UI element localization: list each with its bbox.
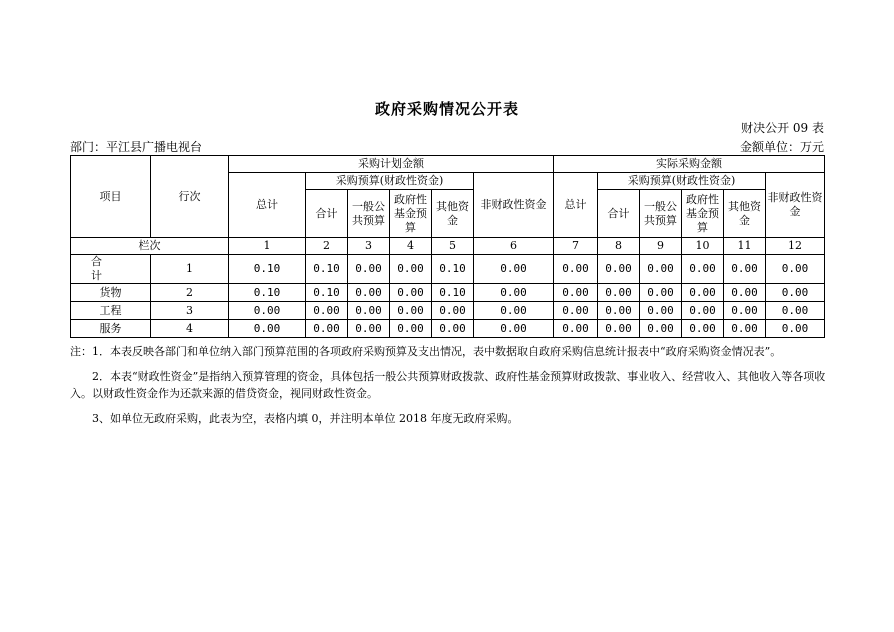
column-number: 8 [598,238,640,255]
amount-cell: 0.00 [432,302,474,320]
amount-cell: 0.00 [306,302,348,320]
column-number: 7 [554,238,598,255]
amount-cell: 0.00 [766,302,825,320]
amount-cell: 0.00 [724,284,766,302]
header-actual-sum: 合计 [598,190,640,238]
amount-cell: 0.00 [598,302,640,320]
table-row [71,284,825,302]
amount-cell: 0.00 [229,302,306,320]
column-number: 11 [724,238,766,255]
amount-cell: 0.00 [724,302,766,320]
amount-cell: 0.00 [474,284,554,302]
column-index-row [71,238,825,255]
header-item: 项目 [71,156,151,238]
amount-cell: 0.00 [474,255,554,284]
column-number: 4 [390,238,432,255]
amount-cell: 0.00 [724,320,766,338]
row-line-number: 4 [151,320,229,338]
amount-cell: 0.00 [432,320,474,338]
amount-cell: 0.10 [306,255,348,284]
amount-cell: 0.10 [229,255,306,284]
column-number: 12 [766,238,825,255]
header-planned-fund: 政府性基金预算 [390,190,432,238]
note-1: 注：1．本表反映各部门和单位纳入部门预算范围的各项政府采购预算及支出情况，表中数据取自政府采购信息统计报表中“政府采购资金情况表”。 [70,345,782,358]
header-actual-general: 一般公共预算 [640,190,682,238]
header-actual-budget: 采购预算(财政性资金) [598,173,766,190]
amount-cell: 0.10 [306,284,348,302]
department-label: 部门：平江县广播电视台 [70,140,203,154]
procurement-table [70,155,825,338]
amount-cell: 0.10 [229,284,306,302]
note-2: 2．本表“财政性资金”是指纳入预算管理的资金，具体包括一般公共预算财政拨款、政府性基金预算财政拨款、事业收入、经营收入、其他收入等各项收入。以财政性资金作为还款来源的借贷资金，视同财政性资金。 [70,370,826,400]
amount-cell: 0.00 [348,284,390,302]
header-planned-budget: 采购预算(财政性资金) [306,173,474,190]
table-row [71,255,825,284]
table-row [71,302,825,320]
header-planned-amount: 采购计划金额 [229,156,554,173]
row-line-number: 3 [151,302,229,320]
notes [70,343,830,435]
amount-cell: 0.00 [640,320,682,338]
amount-cell: 0.00 [390,255,432,284]
amount-cell: 0.00 [682,320,724,338]
amount-cell: 0.00 [390,284,432,302]
amount-cell: 0.00 [348,255,390,284]
header-actual-fund: 政府性基金预算 [682,190,724,238]
amount-cell: 0.00 [554,302,598,320]
column-number: 2 [306,238,348,255]
header-row-1 [71,156,825,173]
amount-cell: 0.00 [474,320,554,338]
header-planned-total: 总计 [229,173,306,238]
row-label: 工程 [71,302,151,320]
row-label: 合计 [71,255,151,284]
column-index-label: 栏次 [71,238,229,255]
amount-cell: 0.00 [682,255,724,284]
amount-cell: 0.00 [766,320,825,338]
row-line-number: 1 [151,255,229,284]
header-planned-general: 一般公共预算 [348,190,390,238]
amount-cell: 0.00 [640,284,682,302]
header-planned-non-fiscal: 非财政性资金 [474,173,554,238]
amount-cell: 0.00 [766,255,825,284]
amount-cell: 0.00 [348,320,390,338]
amount-cell: 0.00 [640,302,682,320]
amount-cell: 0.00 [724,255,766,284]
amount-cell: 0.10 [432,284,474,302]
amount-cell: 0.00 [554,284,598,302]
amount-cell: 0.00 [306,320,348,338]
header-row-no: 行次 [151,156,229,238]
column-number: 10 [682,238,724,255]
amount-cell: 0.00 [229,320,306,338]
column-number: 1 [229,238,306,255]
amount-cell: 0.00 [598,284,640,302]
column-number: 6 [474,238,554,255]
page-title: 政府采购情况公开表 [374,100,519,118]
column-number: 3 [348,238,390,255]
header-planned-sum: 合计 [306,190,348,238]
header-planned-other: 其他资金 [432,190,474,238]
form-number: 财决公开 09 表 [741,121,824,135]
amount-cell: 0.00 [598,255,640,284]
header-actual-non-fiscal: 非财政性资金 [766,173,825,238]
header-actual-other: 其他资金 [724,190,766,238]
amount-cell: 0.00 [554,320,598,338]
header-actual-total: 总计 [554,173,598,238]
amount-cell: 0.00 [474,302,554,320]
row-label: 货物 [71,284,151,302]
table-row [71,320,825,338]
amount-cell: 0.00 [554,255,598,284]
amount-cell: 0.00 [598,320,640,338]
row-label: 服务 [71,320,151,338]
amount-cell: 0.00 [766,284,825,302]
column-number: 5 [432,238,474,255]
amount-cell: 0.00 [682,302,724,320]
amount-cell: 0.00 [682,284,724,302]
amount-cell: 0.00 [348,302,390,320]
amount-cell: 0.10 [432,255,474,284]
row-line-number: 2 [151,284,229,302]
amount-cell: 0.00 [390,302,432,320]
header-actual-amount: 实际采购金额 [554,156,825,173]
column-number: 9 [640,238,682,255]
note-3: 3、如单位无政府采购，此表为空，表格内填 0，并注明本单位 2018 年度无政府采购。 [92,412,519,425]
amount-unit-label: 金额单位：万元 [739,140,824,154]
amount-cell: 0.00 [390,320,432,338]
amount-cell: 0.00 [640,255,682,284]
